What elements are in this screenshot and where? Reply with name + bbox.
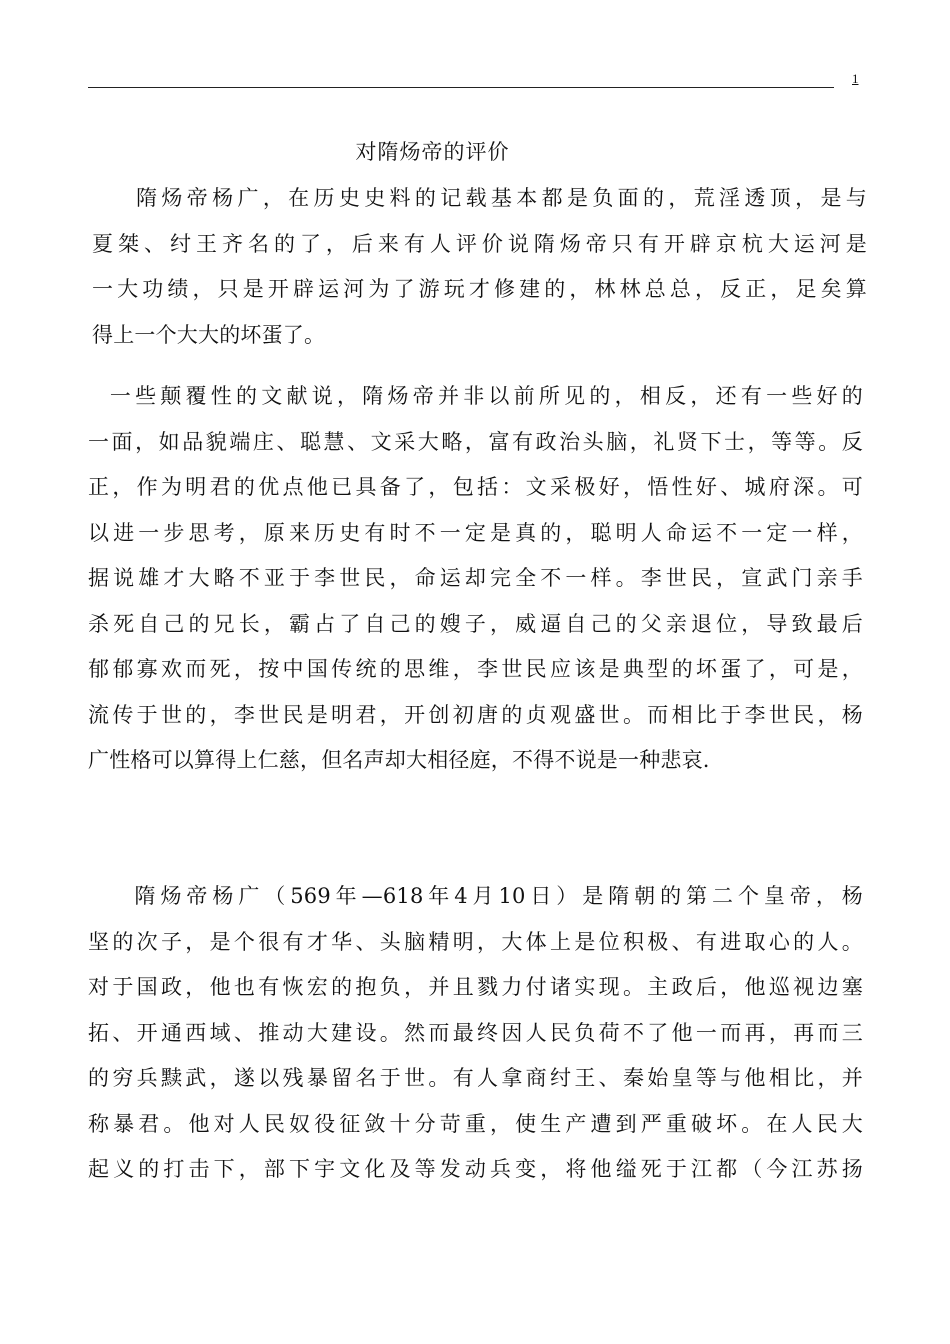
paragraph-line: 得上一个大大的坏蛋了。 [92,322,326,347]
paragraph-line: 称暴君。他对人民奴役征敛十分苛重，使生产遭到严重破坏。在人民大 [88,1111,863,1136]
page-title: 对隋炀帝的评价 [355,140,510,164]
paragraph-line: 一些颠覆性的文献说，隋炀帝并非以前所见的，相反，还有一些好的 [88,384,863,408]
paragraph-line: 郁郁寡欢而死，按中国传统的思维，李世民应该是典型的坏蛋了，可是， [88,657,863,681]
paragraph-line: 一面，如品貌端庄、聪慧、文采大略，富有政治头脑，礼贤下士，等等。反 [88,429,863,454]
paragraph-line: 的穷兵黩武，遂以残暴留名于世。有人拿商纣王、秦始皇等与他相比，并 [88,1066,863,1090]
paragraph-line: 以进一步思考，原来历史有时不一定是真的，聪明人命运不一定一样， [88,520,863,545]
paragraph-line: 据说雄才大略不亚于李世民，命运却完全不一样。李世民，宣武门亲手 [88,566,863,590]
paragraph-1 [92,176,867,358]
paragraph-line: 广性格可以算得上仁慈，但名声却大相径庭，不得不说是一种悲哀. [88,748,710,772]
paragraph-line: 坚的次子，是个很有才华、头脑精明，大体上是位积极、有进取心的人。 [88,929,863,954]
paragraph-line: 对于国政，他也有恢宏的抱负，并且戮力付诸实现。主政后，他巡视边塞 [88,975,863,999]
paragraph-line: 正，作为明君的优点他已具备了，包括：文采极好，悟性好、城府深。可 [88,475,863,499]
paragraph-line: 隋炀帝杨广（569年—618年4月10日）是隋朝的第二个皇帝，杨 [88,884,863,908]
page-number: 1 [852,71,859,86]
paragraph-line: 杀死自己的兄长，霸占了自己的嫂子，威逼自己的父亲退位，导致最后 [88,611,863,636]
paragraph-line: 拓、开通西域、推动大建设。然而最终因人民负荷不了他一而再，再而三 [88,1020,863,1045]
paragraph-3 [88,874,863,1193]
header-rule [88,87,834,88]
paragraph-line: 流传于世的，李世民是明君，开创初唐的贞观盛世。而相比于李世民，杨 [88,702,863,727]
paragraph-line: 夏桀、纣王齐名的了，后来有人评价说隋炀帝只有开辟京杭大运河是 [92,231,867,256]
paragraph-line: 一大功绩，只是开辟运河为了游玩才修建的，林林总总，反正，足矣算 [92,277,867,301]
paragraph-2 [88,374,863,784]
paragraph-line: 起义的打击下，部下宇文化及等发动兵变，将他缢死于江都（今江苏扬 [88,1157,863,1181]
paragraph-line: 隋炀帝杨广，在历史史料的记载基本都是负面的，荒淫透顶，是与 [92,186,867,210]
